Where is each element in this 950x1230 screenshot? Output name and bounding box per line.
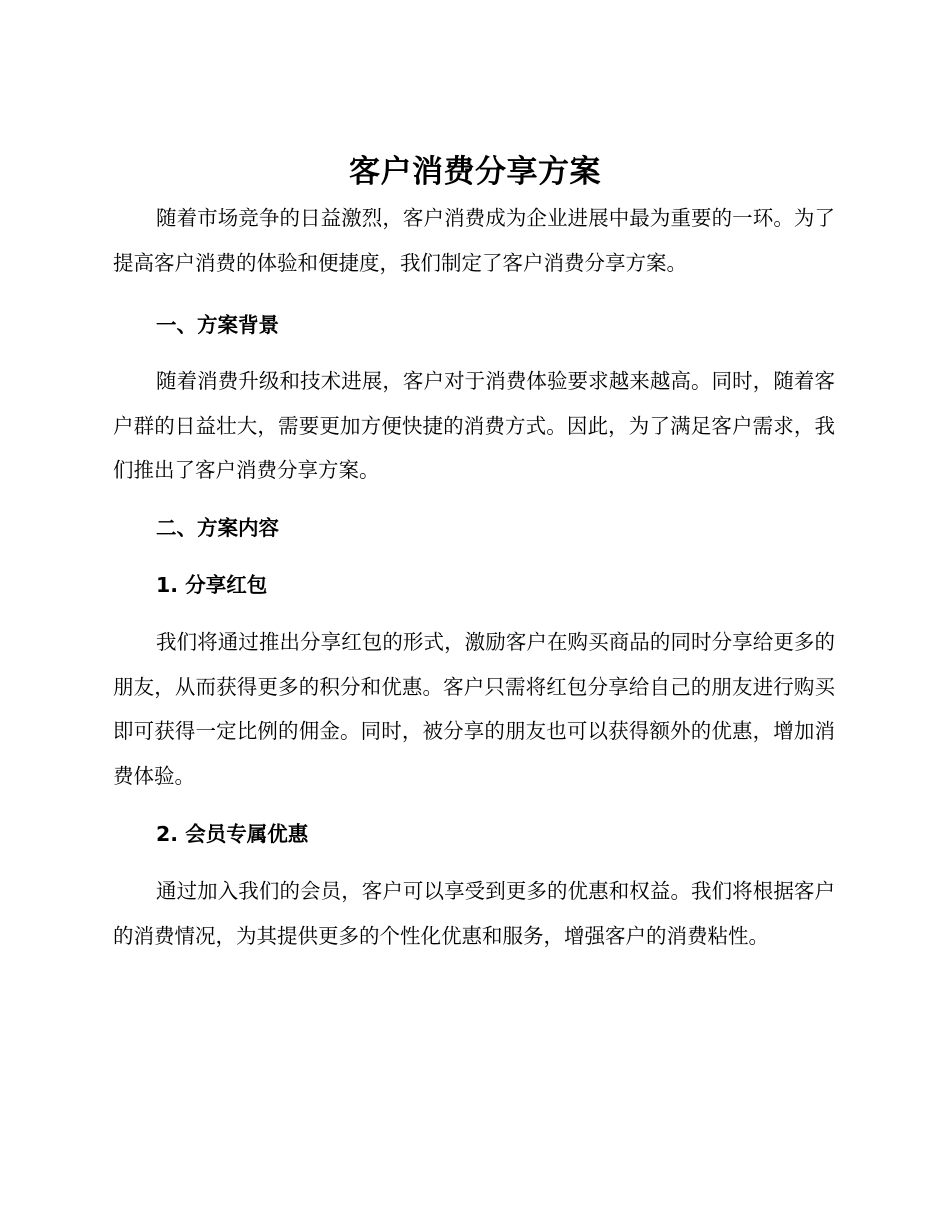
background-paragraph: 随着消费升级和技术进展，客户对于消费体验要求越来越高。同时，随着客户群的日益壮大，需要更加方便快捷的消费方式。因此，为了满足客户需求，我们推出了客户消费分享方案。 bbox=[113, 369, 835, 482]
document-title: 客户消费分享方案 bbox=[349, 154, 601, 190]
share-red-packet-paragraph: 我们将通过推出分享红包的形式，激励客户在购买商品的同时分享给更多的朋友，从而获得更多的积分和优惠。客户只需将红包分享给自己的朋友进行购买即可获得一定比例的佣金。同时，被分享的朋友也可以获得额外的优惠，增加消费体验。 bbox=[113, 630, 835, 788]
intro-paragraph: 随着市场竞争的日益激烈，客户消费成为企业进展中最为重要的一环。为了提高客户消费的体验和便捷度，我们制定了客户消费分享方案。 bbox=[113, 206, 835, 275]
member-discount-paragraph: 通过加入我们的会员，客户可以享受到更多的优惠和权益。我们将根据客户的消费情况，为其提供更多的个性化优惠和服务，增强客户的消费粘性。 bbox=[113, 879, 835, 948]
subheading-member-discount: 2. 会员专属优惠 bbox=[156, 822, 309, 846]
section-heading-content: 二、方案内容 bbox=[156, 516, 279, 540]
section-heading-background: 一、方案背景 bbox=[156, 313, 279, 337]
subheading-share-red-packet: 1. 分享红包 bbox=[156, 573, 268, 597]
